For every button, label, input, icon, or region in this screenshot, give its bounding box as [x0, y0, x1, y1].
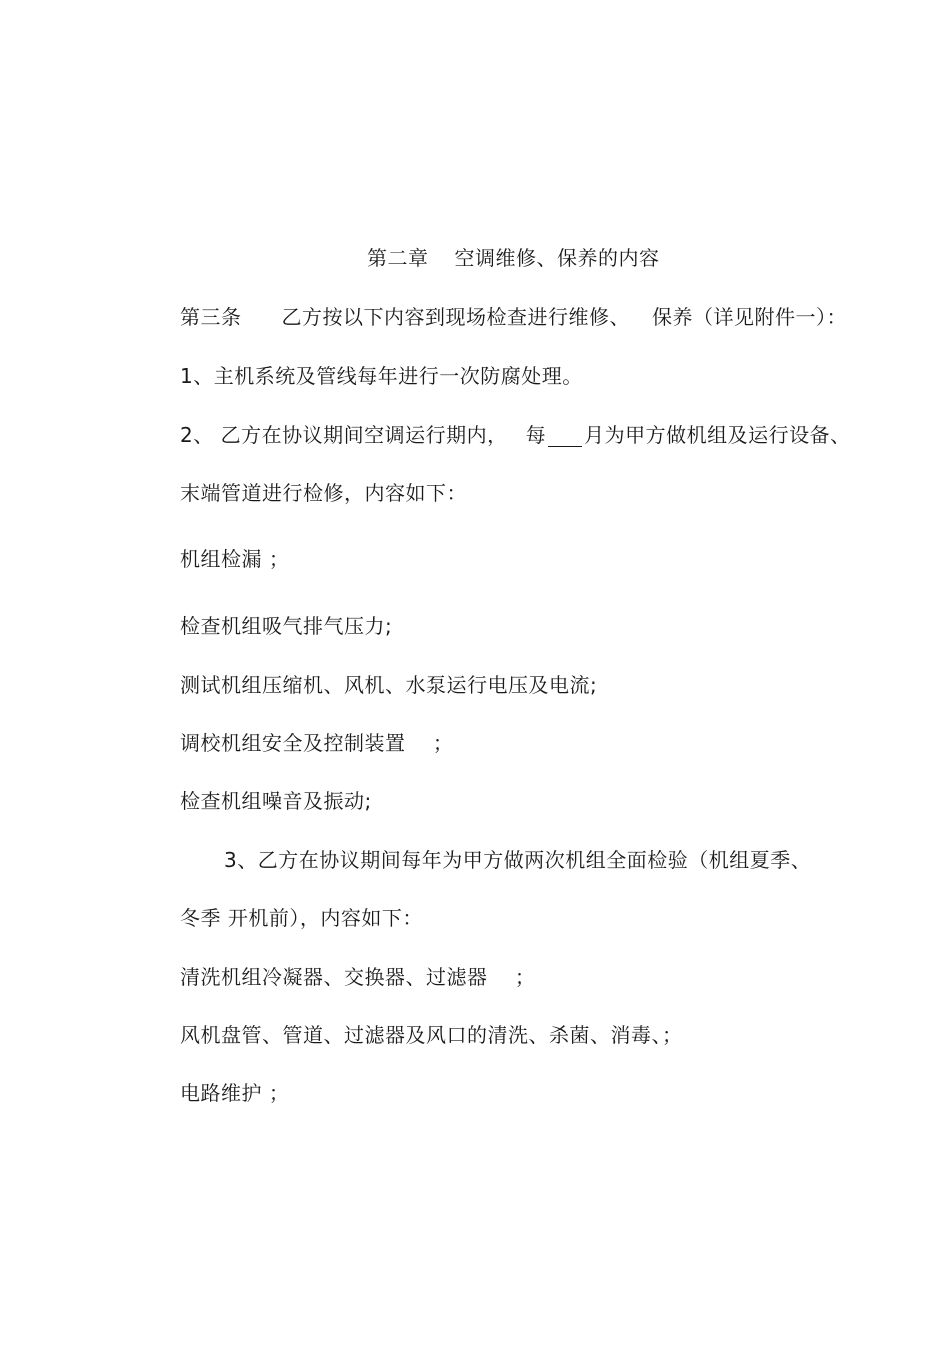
list-item: 检查机组吸气排气压力;: [180, 614, 393, 638]
list-item: 风机盘管、管道、过滤器及风口的清洗、杀菌、消毒、；: [180, 1023, 683, 1047]
item-2-suffix: 月为甲方做机组及运行设备、: [584, 423, 851, 447]
list-item: 检查机组噪音及振动;: [180, 789, 372, 813]
chapter-heading: 空调维修、保养的内容: [454, 246, 660, 270]
fill-in-blank[interactable]: [548, 426, 582, 447]
item-2-prefix: 2、 乙方在协议期间空调运行期内，: [180, 423, 508, 447]
chapter-number: 第二章: [367, 246, 429, 270]
item-3-continuation: 冬季 开机前），内容如下：: [180, 906, 423, 930]
list-item: 清洗机组冷凝器、交换器、过滤器 ；: [180, 965, 536, 989]
item-2-every: 每: [525, 423, 547, 447]
article-text-1: 乙方按以下内容到现场检查进行维修、: [281, 305, 630, 329]
chapter-title: [367, 246, 660, 270]
item-1: 1、主机系统及管线每年进行一次防腐处理。: [180, 364, 583, 388]
article-text-2: 保养（详见附件一）：: [652, 305, 847, 329]
item-3: 3、乙方在协议期间每年为甲方做两次机组全面检验（机组夏季、: [224, 848, 812, 872]
item-2-continuation: 末端管道进行检修，内容如下：: [180, 481, 467, 505]
item-2: [180, 423, 851, 447]
article-3: [180, 305, 847, 329]
list-item: 电路维护 ；: [180, 1081, 290, 1105]
article-label: 第三条: [180, 305, 242, 329]
list-item: 测试机组压缩机、风机、水泵运行电压及电流;: [180, 673, 598, 697]
list-item: 调校机组安全及控制装置 ；: [180, 731, 454, 755]
list-item: 机组检漏 ；: [180, 547, 290, 571]
